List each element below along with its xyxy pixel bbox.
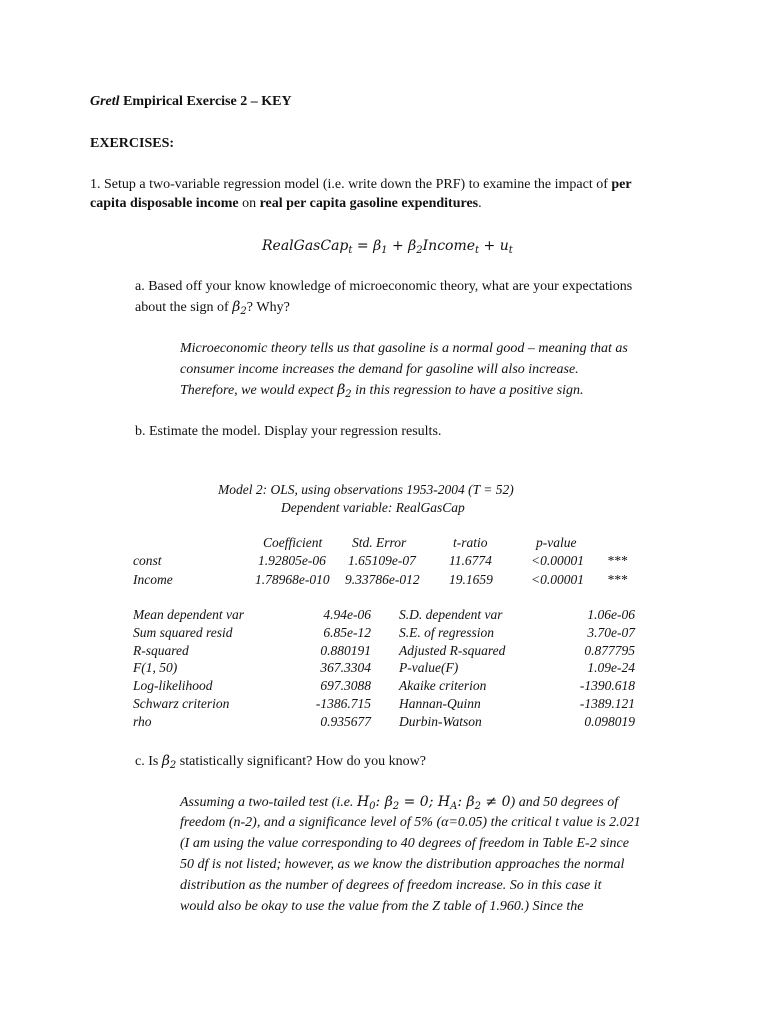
stat-label: Adjusted R-squared (399, 643, 506, 658)
beta-symbol: β (337, 382, 346, 398)
header-std-error: Std. Error (352, 535, 407, 550)
answer-c-line-1 (180, 794, 618, 812)
stat-label: S.E. of regression (399, 625, 494, 640)
alt-hypothesis-h: H (437, 794, 451, 810)
equation-income: Income (422, 238, 476, 254)
beta-symbol: β (232, 299, 241, 315)
stat-value: -1390.618 (579, 678, 635, 693)
question-a-line-1: a. Based off your know knowledge of microeconomic theory, what are your expectations (135, 279, 633, 294)
coef-row-coefficient: 1.78968e-010 (255, 572, 330, 587)
equation-lhs: RealGasCap (262, 238, 349, 254)
question-1-bold-gasoline: real per capita gasoline expenditures (259, 196, 479, 211)
header-p-value: p-value (536, 535, 577, 550)
stat-label: Log-likelihood (133, 678, 213, 693)
beta-subscript: 2 (240, 306, 247, 317)
stat-value: 0.098019 (584, 714, 635, 729)
stat-label: rho (133, 714, 152, 729)
stat-label: Schwarz criterion (133, 696, 230, 711)
stat-value: -1389.121 (579, 696, 635, 711)
stat-label: S.D. dependent var (399, 607, 503, 622)
answer-c-line-5: distribution as the number of degrees of freedom increase. So in this case it (180, 878, 602, 893)
alt-hypothesis-beta: : β (457, 794, 475, 810)
model-title: Model 2: OLS, using observations 1953-2004 (T = 52) (218, 482, 514, 497)
stat-label: P-value(F) (399, 660, 459, 675)
coef-row-name: const (133, 553, 162, 568)
stat-value: 0.880191 (320, 643, 371, 658)
stat-value: 367.3304 (320, 660, 371, 675)
question-1-connector: on (238, 196, 260, 211)
header-t-ratio: t-ratio (453, 535, 488, 550)
stat-value: 6.85e-12 (323, 625, 371, 640)
header-coefficient: Coefficient (263, 535, 323, 550)
stat-value: 0.935677 (320, 714, 371, 729)
title-software-name: Gretl (90, 94, 120, 109)
beta-subscript: 2 (345, 389, 352, 400)
question-c (135, 753, 426, 771)
stat-value: 3.70e-07 (587, 625, 635, 640)
question-a-line-2 (135, 299, 290, 317)
equation-sub: t (475, 245, 480, 256)
null-hypothesis (357, 794, 438, 810)
question-1-line-2 (90, 196, 482, 212)
answer-c-line-4: 50 df is not listed; however, as we know the distribution approaches the normal (180, 857, 625, 872)
question-1-line-1 (90, 177, 632, 193)
stat-label: Mean dependent var (133, 607, 244, 622)
question-1-text: 1. Setup a two-variable regression model (i.e. write down the PRF) to examine the impact of (90, 177, 612, 192)
answer-a-text: in this regression to have a positive sign. (351, 383, 584, 398)
stat-label: F(1, 50) (133, 660, 178, 675)
equation-error: u (499, 238, 509, 254)
question-1-bold-per: per (611, 177, 632, 192)
model-dependent-variable: Dependent variable: RealGasCap (281, 500, 465, 515)
question-1-bold-income: capita disposable income (90, 196, 239, 211)
stat-label: Hannan-Quinn (399, 696, 481, 711)
stat-value: 1.06e-06 (587, 607, 635, 622)
coef-row-p-value: <0.00001 (531, 553, 584, 568)
answer-c-line-6: would also be okay to use the value from the Z table of 1.960.) Since the (180, 899, 584, 914)
stat-label: Durbin-Watson (399, 714, 482, 729)
stat-value: -1386.715 (315, 696, 371, 711)
regression-equation (262, 238, 513, 256)
exercises-heading: EXERCISES: (90, 136, 175, 151)
alt-hypothesis-sub: A (450, 801, 458, 812)
coef-row-std-error: 9.33786e-012 (345, 572, 420, 587)
stat-label: R-squared (133, 643, 189, 658)
null-hypothesis-value: = 0; (399, 794, 438, 810)
equation-beta2: β (408, 238, 417, 254)
coef-row-std-error: 1.65109e-07 (348, 553, 416, 568)
equation-sub: t (348, 245, 353, 256)
equation-beta2-sub: 2 (416, 245, 423, 256)
coef-row-stars: *** (607, 572, 628, 587)
document-title (90, 94, 292, 110)
answer-a-line-1: Microeconomic theory tells us that gasoline is a normal good – meaning that as (180, 341, 628, 356)
stat-value: 4.94e-06 (323, 607, 371, 622)
answer-c-line-2: freedom (n-2), and a significance level of 5% (α=0.05) the critical t value is 2.021 (180, 815, 641, 830)
equation-beta1-sub: 1 (381, 245, 388, 256)
coef-row-t-ratio: 11.6774 (449, 553, 492, 568)
question-c-text: c. Is (135, 754, 162, 769)
alt-hypothesis-value: ≠ 0 (480, 794, 511, 810)
stat-value: 1.09e-24 (587, 660, 635, 675)
coef-row-t-ratio: 19.1659 (449, 572, 493, 587)
coef-row-p-value: <0.00001 (531, 572, 584, 587)
question-1-period: . (478, 196, 482, 211)
null-hypothesis-h: H (356, 794, 370, 810)
question-a-text: about the sign of (135, 300, 233, 315)
answer-a-text: Therefore, we would expect (180, 383, 338, 398)
equation-beta1: β (373, 238, 382, 254)
null-hypothesis-beta-sub: 2 (392, 801, 400, 812)
answer-a-line-2: consumer income increases the demand for gasoline will also increase. (180, 362, 579, 377)
stat-label: Sum squared resid (133, 625, 233, 640)
answer-a-line-3 (180, 382, 584, 400)
alternative-hypothesis (438, 794, 511, 810)
coef-row-coefficient: 1.92805e-06 (258, 553, 326, 568)
stat-value: 0.877795 (584, 643, 635, 658)
null-hypothesis-sub: 0 (369, 801, 376, 812)
stat-label: Akaike criterion (399, 678, 487, 693)
title-text: Empirical Exercise 2 – KEY (119, 94, 292, 109)
question-a-why: ? Why? (246, 300, 290, 315)
question-b: b. Estimate the model. Display your regression results. (135, 424, 442, 439)
equation-eqsign: = (352, 238, 374, 254)
beta-subscript: 2 (169, 760, 177, 771)
question-c-text: statistically significant? How do you know? (176, 754, 426, 769)
beta-symbol: β (161, 753, 170, 769)
equation-sub: t (508, 245, 513, 256)
answer-c-text: Assuming a two-tailed test (i.e. (180, 795, 357, 810)
coef-row-stars: *** (607, 553, 628, 568)
null-hypothesis-beta: : β (375, 794, 393, 810)
alt-hypothesis-beta-sub: 2 (474, 801, 481, 812)
answer-c-line-3: (I am using the value corresponding to 40 degrees of freedom in Table E-2 since (180, 836, 629, 851)
equation-plus: + (479, 238, 500, 254)
coef-row-name: Income (133, 572, 173, 587)
equation-plus: + (387, 238, 409, 254)
stat-value: 697.3088 (320, 678, 371, 693)
answer-c-text: ) and 50 degrees of (510, 795, 619, 810)
